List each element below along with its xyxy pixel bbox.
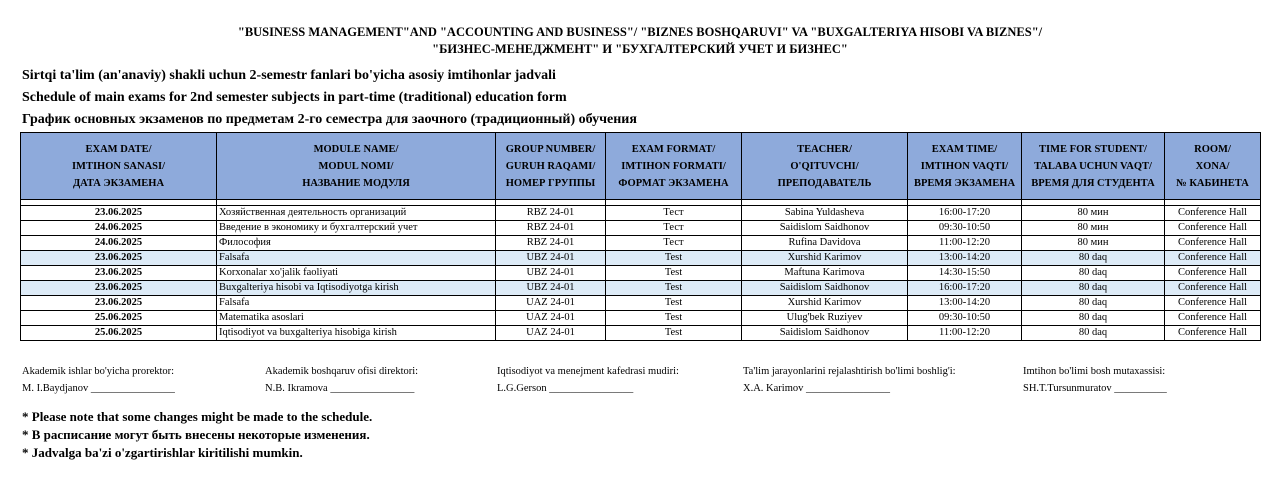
cell-group: UBZ 24-01 — [496, 266, 606, 281]
cell-format: Тест — [606, 221, 742, 236]
cell-exam-time: 11:00-12:20 — [908, 236, 1022, 251]
cell-student-time: 80 daq — [1022, 296, 1165, 311]
exam-schedule-table — [20, 132, 1261, 341]
cell-exam-time: 14:30-15:50 — [908, 266, 1022, 281]
cell-student-time: 80 мин — [1022, 206, 1165, 221]
note-ru: * В расписание могут быть внесены некоторые изменения. — [22, 427, 370, 442]
column-header-group: GROUP NUMBER/ GURUH RAQAMI/ НОМЕР ГРУППЫ — [496, 133, 606, 200]
cell-student-time: 80 daq — [1022, 326, 1165, 341]
signature-title: Akademik boshqaruv ofisi direktori: — [265, 366, 419, 377]
cell-student-time: 80 мин — [1022, 236, 1165, 251]
cell-module: Iqtisodiyot va buxgalteriya hisobiga kirish — [217, 326, 496, 341]
column-header-module: MODULE NAME/ MODUL NOMI/ НАЗВАНИЕ МОДУЛЯ — [217, 133, 496, 200]
cell-student-time: 80 daq — [1022, 281, 1165, 296]
cell-date: 25.06.2025 — [21, 326, 217, 341]
cell-date: 23.06.2025 — [21, 251, 217, 266]
cell-exam-time: 13:00-14:20 — [908, 296, 1022, 311]
cell-module: Философия — [217, 236, 496, 251]
column-header-date: EXAM DATE/ IMTIHON SANASI/ ДАТА ЭКЗАМЕНА — [21, 133, 217, 200]
table-row — [21, 236, 1261, 251]
cell-module: Хозяйственная деятельность организаций — [217, 206, 496, 221]
signature-title: Akademik ishlar bo'yicha prorektor: — [22, 366, 175, 377]
cell-student-time: 80 мин — [1022, 221, 1165, 236]
cell-room: Conference Hall — [1165, 326, 1261, 341]
cell-room: Conference Hall — [1165, 206, 1261, 221]
column-header-room: ROOM/ XONA/ № КАБИНЕТА — [1165, 133, 1261, 200]
cell-room: Conference Hall — [1165, 281, 1261, 296]
cell-teacher: Rufina Davidova — [742, 236, 908, 251]
cell-room: Conference Hall — [1165, 221, 1261, 236]
cell-format: Test — [606, 281, 742, 296]
cell-module: Falsafa — [217, 296, 496, 311]
signature-name: L.G.Gerson ________________ — [497, 383, 634, 394]
cell-exam-time: 13:00-14:20 — [908, 251, 1022, 266]
subtitle-uz: Sirtqi ta'lim (an'anaviy) shakli uchun 2-semestr fanlari bo'yicha asosiy imtihonlar jadvali — [22, 68, 556, 83]
column-header-exam-time: EXAM TIME/ IMTIHON VAQTI/ ВРЕМЯ ЭКЗАМЕНА — [908, 133, 1022, 200]
table-row — [21, 266, 1261, 281]
signature-name: M. I.Baydjanov ________________ — [22, 383, 175, 394]
cell-group: UAZ 24-01 — [496, 326, 606, 341]
cell-teacher: Maftuna Karimova — [742, 266, 908, 281]
note-uz: * Jadvalga ba'zi o'zgartirishlar kiritilishi mumkin. — [22, 445, 303, 460]
cell-exam-time: 16:00-17:20 — [908, 206, 1022, 221]
cell-date: 24.06.2025 — [21, 236, 217, 251]
table-row — [21, 281, 1261, 296]
cell-exam-time: 09:30-10:50 — [908, 221, 1022, 236]
cell-format: Test — [606, 296, 742, 311]
signature-name: N.B. Ikramova ________________ — [265, 383, 415, 394]
table-row — [21, 221, 1261, 236]
table-row — [21, 311, 1261, 326]
column-header-format: EXAM FORMAT/ IMTIHON FORMATI/ ФОРМАТ ЭКЗАМЕНА — [606, 133, 742, 200]
cell-room: Conference Hall — [1165, 236, 1261, 251]
cell-room: Conference Hall — [1165, 311, 1261, 326]
cell-teacher: Saidislom Saidhonov — [742, 221, 908, 236]
signature-name: X.A. Karimov ________________ — [743, 383, 890, 394]
signature-department-head — [497, 366, 679, 394]
cell-group: UAZ 24-01 — [496, 311, 606, 326]
column-header-teacher: TEACHER/ O'QITUVCHI/ ПРЕПОДАВАТЕЛЬ — [742, 133, 908, 200]
cell-room: Conference Hall — [1165, 266, 1261, 281]
cell-teacher: Xurshid Karimov — [742, 251, 908, 266]
cell-format: Test — [606, 266, 742, 281]
header-line-1: "BUSINESS MANAGEMENT"AND "ACCOUNTING AND BUSINESS"/ "BIZNES BOSHQARUVI" VA "BUXGALTERIYA HISOBI VA BIZNES"/ — [237, 25, 1043, 39]
cell-teacher: Saidislom Saidhonov — [742, 281, 908, 296]
cell-date: 23.06.2025 — [21, 296, 217, 311]
cell-group: UBZ 24-01 — [496, 251, 606, 266]
cell-exam-time: 11:00-12:20 — [908, 326, 1022, 341]
signature-office-director — [265, 366, 418, 394]
cell-teacher: Xurshid Karimov — [742, 296, 908, 311]
signature-name: SH.T.Tursunmuratov __________ — [1023, 383, 1167, 394]
signature-title: Imtihon bo'limi bosh mutaxassisi: — [1023, 366, 1166, 377]
cell-module: Falsafa — [217, 251, 496, 266]
cell-format: Test — [606, 311, 742, 326]
cell-room: Conference Hall — [1165, 251, 1261, 266]
cell-format: Test — [606, 251, 742, 266]
cell-date: 23.06.2025 — [21, 266, 217, 281]
cell-student-time: 80 daq — [1022, 251, 1165, 266]
header-line-2: "БИЗНЕС-МЕНЕДЖМЕНТ" И "БУХГАЛТЕРСКИЙ УЧЕТ И БИЗНЕС" — [432, 42, 848, 56]
cell-group: RBZ 24-01 — [496, 236, 606, 251]
table-row — [21, 326, 1261, 341]
signature-planning-head — [743, 366, 956, 394]
cell-date: 23.06.2025 — [21, 281, 217, 296]
cell-teacher: Ulug'bek Ruziyev — [742, 311, 908, 326]
cell-format: Test — [606, 326, 742, 341]
cell-group: UAZ 24-01 — [496, 296, 606, 311]
cell-student-time: 80 daq — [1022, 311, 1165, 326]
cell-exam-time: 16:00-17:20 — [908, 281, 1022, 296]
subtitle-ru: График основных экзаменов по предметам 2-го семестра для заочного (традиционный) обучения — [22, 112, 637, 127]
signature-title: Ta'lim jarayonlarini rejalashtirish bo'limi boshlig'i: — [743, 366, 956, 377]
cell-group: RBZ 24-01 — [496, 221, 606, 236]
note-en: * Please note that some changes might be made to the schedule. — [22, 409, 373, 424]
cell-room: Conference Hall — [1165, 296, 1261, 311]
cell-module: Matematika asoslari — [217, 311, 496, 326]
cell-teacher: Saidislom Saidhonov — [742, 326, 908, 341]
cell-teacher: Sabina Yuldasheva — [742, 206, 908, 221]
cell-group: UBZ 24-01 — [496, 281, 606, 296]
cell-group: RBZ 24-01 — [496, 206, 606, 221]
cell-student-time: 80 daq — [1022, 266, 1165, 281]
table-row — [21, 296, 1261, 311]
cell-format: Тест — [606, 206, 742, 221]
table-header-row — [21, 133, 1261, 200]
subtitle-en: Schedule of main exams for 2nd semester subjects in part-time (traditional) education form — [22, 90, 567, 105]
cell-date: 24.06.2025 — [21, 221, 217, 236]
cell-module: Введение в экономику и бухгалтерский учет — [217, 221, 496, 236]
cell-exam-time: 09:30-10:50 — [908, 311, 1022, 326]
cell-date: 25.06.2025 — [21, 311, 217, 326]
cell-module: Korxonalar xo'jalik faoliyati — [217, 266, 496, 281]
signature-title: Iqtisodiyot va menejment kafedrasi mudiri: — [497, 366, 679, 377]
cell-module: Buxgalteriya hisobi va Iqtisodiyotga kirish — [217, 281, 496, 296]
cell-date: 23.06.2025 — [21, 206, 217, 221]
signature-exam-specialist — [1023, 366, 1167, 394]
column-header-student-time: TIME FOR STUDENT/ TALABA UCHUN VAQT/ ВРЕМЯ ДЛЯ СТУДЕНТА — [1022, 133, 1165, 200]
cell-format: Тест — [606, 236, 742, 251]
table-row — [21, 206, 1261, 221]
signature-prorector — [22, 366, 175, 394]
table-row — [21, 251, 1261, 266]
